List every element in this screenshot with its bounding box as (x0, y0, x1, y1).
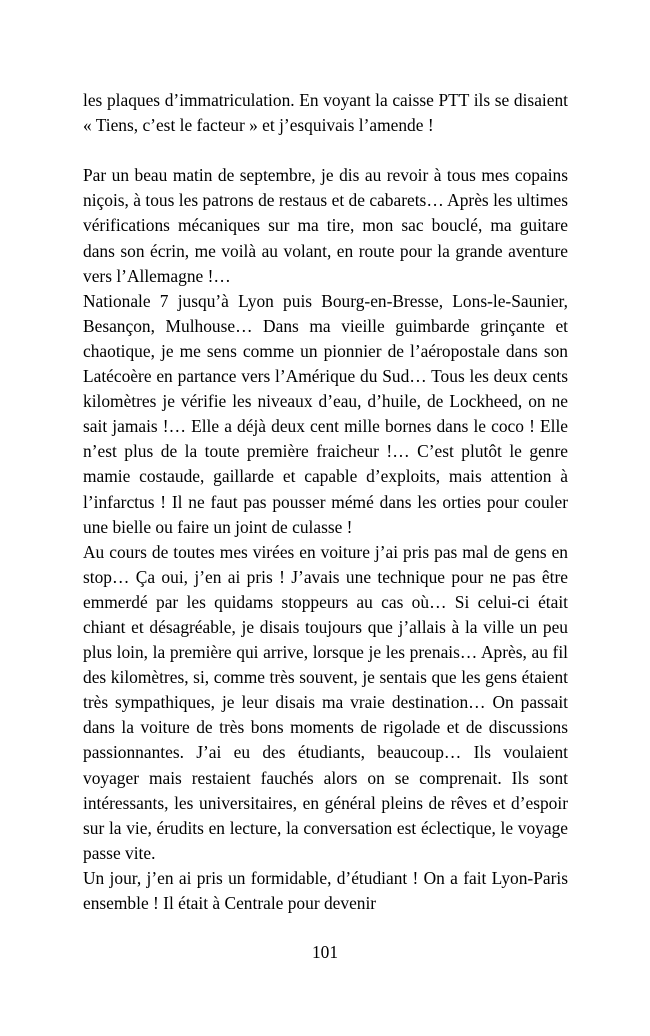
paragraph: les plaques d’immatriculation. En voyant la caisse PTT ils se disaient « Tiens, c’est le facteur » et j’esquivais l’amende ! (83, 90, 568, 136)
paragraph: Par un beau matin de septembre, je dis au revoir à tous mes copains niçois, à tous les patrons de restaus et de cabarets… Après les ultimes vérifications mécaniques sur ma tire, mon sac bouclé, ma guitare dans son écrin, me voilà au volant, en route pour la grande aventure vers l’Allemagne !… (83, 165, 568, 286)
paragraph: Un jour, j’en ai pris un formidable, d’étudiant ! On a fait Lyon-Paris ensemble ! Il était à Centrale pour devenir (83, 867, 568, 913)
paragraph: Nationale 7 jusqu’à Lyon puis Bourg-en-Bresse, Lons-le-Saunier, Besançon, Mulhouse… Dans ma vieille guimbarde grinçante et chaotique, je me sens comme un pionnier de l’aéropostale dans son Latécoère en partance vers l’Amérique du Sud… Tous les deux cents kilomètres je vérifie les niveaux d’eau, d’huile, de Lockheed, on ne sait jamais !… Elle a déjà deux cent mille bornes dans le coco ! Elle n’est plus de la toute première fraicheur !… C’est plutôt le genre mamie costaude, gaillarde et capable d’exploits, mais attention à l’infarctus ! Il ne faut pas pousser mémé dans les orties pour couler une bielle ou faire un joint de culasse ! (83, 290, 568, 537)
paragraph: Au cours de toutes mes virées en voiture j’ai pris pas mal de gens en stop… Ça oui, j’en ai pris ! J’avais une technique pour ne pas être emmerdé par les quidams stoppeurs au cas où… Si celui-ci était chiant et désagréable, je disais toujours que j’allais à la ville un peu plus loin, la première qui arrive, lorsque je les prenais… Après, au fil des kilomètres, si, comme très souvent, je sentais que les gens étaient très sympathiques, je leur disais ma vraie destination… On passait dans la voiture de très bons moments de rigolade et de discussions passionnantes. J’ai eu des étudiants, beaucoup… Ils voulaient voyager mais restaient fauchés alors on se comprenait. Ils sont intéressants, les universitaires, en général pleins de rêves et d’espoir sur la vie, érudits en lecture, la conversation est éclectique, le voyage passe vite. (83, 541, 568, 863)
page-number: 101 (311, 942, 339, 962)
page-text-block (83, 88, 568, 916)
